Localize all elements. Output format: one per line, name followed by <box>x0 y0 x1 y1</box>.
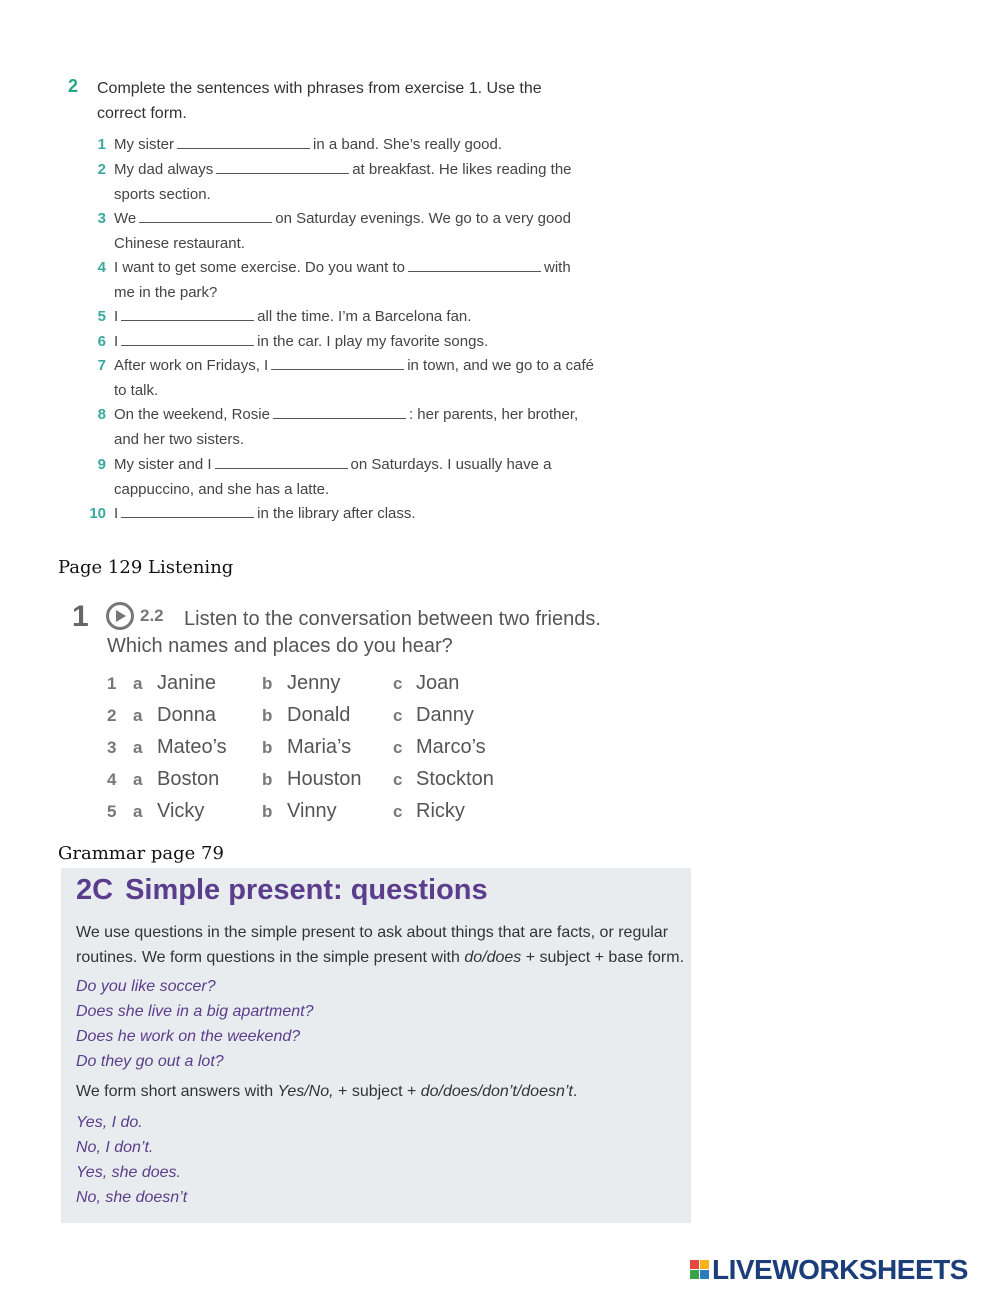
sentence-after: in a band. She’s really good. <box>313 136 503 153</box>
option-letter: a <box>133 770 143 789</box>
sentence-after: on Saturdays. I usually have a cappuccino, and she has a latte. <box>114 456 552 498</box>
grammar-code: 2C <box>76 874 114 906</box>
option-c[interactable]: Ricky <box>416 800 465 822</box>
sentence-before: My sister <box>114 136 174 153</box>
option-b[interactable]: Vinny <box>287 800 337 822</box>
sentence-number: 7 <box>97 357 106 374</box>
sentence-after: in the car. I play my favorite songs. <box>257 333 489 350</box>
option-row <box>107 800 567 830</box>
sentence-after: at breakfast. He likes reading the sports section. <box>114 161 572 203</box>
option-c[interactable]: Joan <box>416 672 460 694</box>
answer-blank[interactable] <box>273 404 406 419</box>
answer-blank[interactable] <box>215 454 348 469</box>
sentence-number: 5 <box>97 308 106 325</box>
sentence-text <box>114 403 594 452</box>
option-letter: b <box>262 674 273 693</box>
paragraph-line: We use questions in the simple present to ask about things that are facts, or regular <box>76 924 669 941</box>
answer-blank[interactable] <box>121 503 254 518</box>
example-question: Does she live in a big apartment? <box>76 1003 314 1020</box>
sentence-text <box>114 354 594 403</box>
option-letter: c <box>393 738 403 757</box>
sentence-after: on Saturday evenings. We go to a very good Chinese restaurant. <box>114 210 571 252</box>
text: We form short answers with <box>76 1083 278 1100</box>
paragraph-line <box>76 945 696 970</box>
option-letter: c <box>393 706 403 725</box>
sentence-before: I <box>114 333 119 350</box>
answer-blank[interactable] <box>408 257 541 272</box>
sentence-number: 10 <box>89 505 106 522</box>
emphasis: do/does <box>464 949 522 966</box>
option-b[interactable]: Maria’s <box>287 736 352 758</box>
sentence-text <box>114 502 594 527</box>
sentence-before: My sister and I <box>114 456 212 473</box>
option-letter: b <box>262 738 273 757</box>
sentence-number: 8 <box>97 406 106 423</box>
option-a[interactable]: Boston <box>157 768 220 790</box>
sentence-before: We <box>114 210 137 227</box>
grammar-title <box>76 874 488 907</box>
answer-blank[interactable] <box>177 134 310 149</box>
example-answer: No, I don’t. <box>76 1139 154 1156</box>
answer-blank[interactable] <box>139 208 272 223</box>
option-c[interactable]: Danny <box>416 704 474 726</box>
exercise-number: 1 <box>72 600 89 633</box>
option-letter: c <box>393 674 403 693</box>
sentence-after: : her parents, her brother, and her two sisters. <box>114 406 579 448</box>
option-letter: a <box>133 706 143 725</box>
sentence-text <box>114 305 594 330</box>
emphasis: Yes/No, <box>277 1083 334 1100</box>
option-row <box>107 672 567 702</box>
listening-heading: Page 129 Listening <box>58 557 234 578</box>
sentence-text <box>114 207 594 256</box>
sentence-before: After work on Fridays, I <box>114 357 269 374</box>
sentence-number: 6 <box>97 333 106 350</box>
sentence-number: 4 <box>97 259 106 276</box>
option-letter: a <box>133 674 143 693</box>
sentence-number: 3 <box>97 210 106 227</box>
option-a[interactable]: Donna <box>157 704 216 726</box>
option-b[interactable]: Donald <box>287 704 351 726</box>
audio-track-number: 2.2 <box>140 606 164 625</box>
sentence-before: I <box>114 505 119 522</box>
sentence-number: 2 <box>97 161 106 178</box>
logo-text: LIVEWORKSHEETS <box>712 1254 968 1285</box>
option-a[interactable]: Mateo’s <box>157 736 227 758</box>
option-letter: c <box>393 770 403 789</box>
sentence-before: I <box>114 308 119 325</box>
row-number: 3 <box>107 738 117 757</box>
grammar-title-text: Simple present: questions <box>125 874 488 906</box>
answer-blank[interactable] <box>121 306 254 321</box>
sentence-before: On the weekend, Rosie <box>114 406 270 423</box>
option-letter: a <box>133 738 143 757</box>
option-b[interactable]: Jenny <box>287 672 341 694</box>
grammar-box <box>61 868 691 1223</box>
grammar-paragraph-1 <box>76 920 696 970</box>
grammar-paragraph-2 <box>76 1079 696 1104</box>
example-answer: Yes, I do. <box>76 1114 143 1131</box>
option-row <box>107 768 567 798</box>
sentence-text <box>114 133 594 158</box>
text: + subject + base form. <box>521 949 685 966</box>
option-letter: c <box>393 802 403 821</box>
example-question: Do they go out a lot? <box>76 1053 224 1070</box>
listening-exercise <box>72 600 632 840</box>
option-row <box>107 736 567 766</box>
listening-question: Listen to the conversation between two friends. Which names and places do you hear? <box>107 608 601 657</box>
option-row <box>107 704 567 734</box>
example-answer: No, she doesn’t <box>76 1189 188 1206</box>
option-a[interactable]: Vicky <box>157 800 205 822</box>
sentence-after: in town, and we go to a café to talk. <box>114 357 595 399</box>
option-letter: b <box>262 802 273 821</box>
option-letter: b <box>262 706 273 725</box>
liveworksheets-logo <box>690 1252 990 1288</box>
sentence-number: 9 <box>97 456 106 473</box>
sentence-text <box>114 330 594 355</box>
exercise-number: 2 <box>68 76 79 96</box>
example-answer: Yes, she does. <box>76 1164 181 1181</box>
answer-blank[interactable] <box>121 331 254 346</box>
example-question: Do you like soccer? <box>76 978 216 995</box>
text: routines. We form questions in the simple present with <box>76 949 465 966</box>
grammar-heading: Grammar page 79 <box>58 843 224 864</box>
text: . <box>572 1083 578 1100</box>
sentence-after: with me in the park? <box>114 259 571 301</box>
exercise-instruction: Complete the sentences with phrases from exercise 1. Use the correct form. <box>97 80 542 122</box>
sentence-text <box>114 158 594 207</box>
option-a[interactable]: Janine <box>157 672 216 694</box>
option-c[interactable]: Stockton <box>416 768 494 790</box>
sentence-after: all the time. I’m a Barcelona fan. <box>257 308 472 325</box>
example-question: Does he work on the weekend? <box>76 1028 301 1045</box>
row-number: 5 <box>107 802 117 821</box>
answer-blank[interactable] <box>216 159 349 174</box>
sentence-text <box>114 256 594 305</box>
sentence-before: My dad always <box>114 161 214 178</box>
row-number: 2 <box>107 706 117 725</box>
answer-blank[interactable] <box>271 355 404 370</box>
sentence-after: in the library after class. <box>257 505 416 522</box>
text: + subject + <box>333 1083 421 1100</box>
option-letter: a <box>133 802 143 821</box>
sentence-number: 1 <box>97 136 106 153</box>
option-letter: b <box>262 770 273 789</box>
sentence-text <box>114 453 594 502</box>
row-number: 4 <box>107 770 117 789</box>
logo-mark-icon <box>690 1260 710 1280</box>
sentence-before: I want to get some exercise. Do you want to <box>114 259 405 276</box>
option-b[interactable]: Houston <box>287 768 362 790</box>
option-c[interactable]: Marco’s <box>416 736 486 758</box>
emphasis: do/does/don’t/doesn’t <box>420 1083 573 1100</box>
row-number: 1 <box>107 674 117 693</box>
